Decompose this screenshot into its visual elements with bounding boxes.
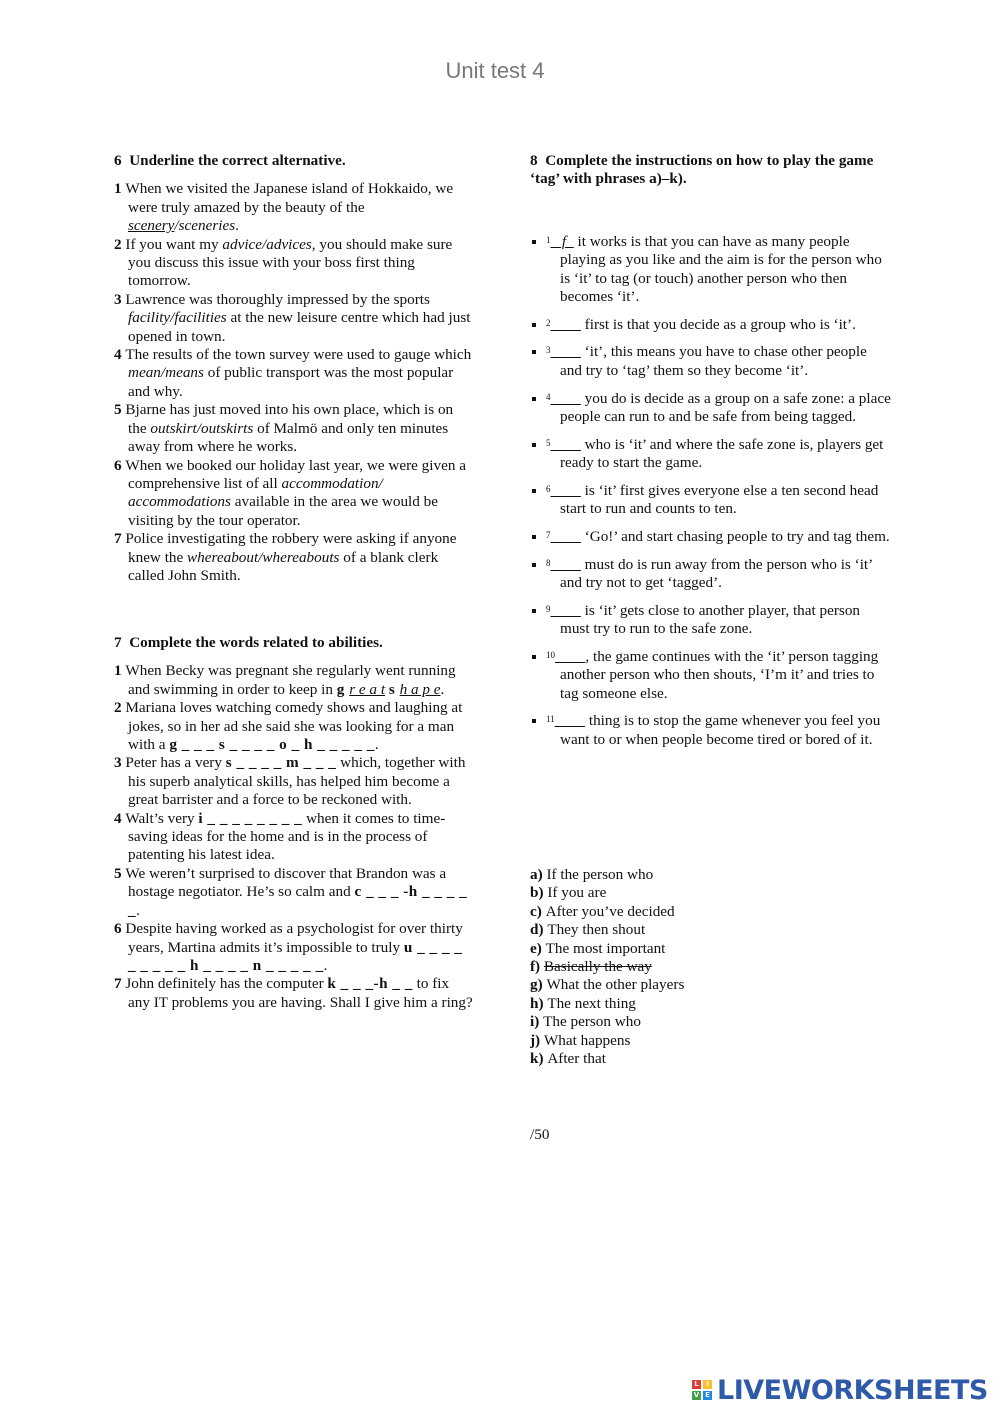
phrase-letter: j) xyxy=(530,1031,544,1049)
exercise-7-item: 7 John definitely has the computer k _ _ _-h _ _ to fix any IT problems you are having. Shall I give him a ring? xyxy=(114,975,473,1011)
phrase-option xyxy=(530,1032,892,1050)
phrase-letter: e) xyxy=(530,939,546,957)
gap-number: 3 xyxy=(546,345,551,356)
instruction-item: $^3$ ‘it’, this means you have to chase other people and try to ‘tag’ them so they become ‘it’. xyxy=(530,343,892,380)
phrase-option xyxy=(530,1050,892,1068)
phrase-text: If the person who xyxy=(546,866,654,883)
phrase-letter: i) xyxy=(530,1013,544,1031)
alternative-separator: / xyxy=(174,217,179,235)
answer-gap[interactable] xyxy=(555,712,585,729)
total-score: /50 xyxy=(530,1126,550,1143)
alternative-option[interactable]: sceneries xyxy=(178,217,236,235)
phrase-letter: b) xyxy=(530,884,548,902)
logo-square: L xyxy=(692,1380,701,1389)
gap-number: 11 xyxy=(546,714,555,725)
phrase-letter: d) xyxy=(530,921,548,939)
item-number: 7 xyxy=(114,975,126,993)
word-blank[interactable]: k _ _ _-h _ _ xyxy=(327,975,413,993)
exercise-7-item: 6 Despite having worked as a psychologist for over thirty years, Martina admits it’s impossible to truly u _ _ _ _ _ _ _ _ _ h _ _ _ _ n _ _ _ _ _. xyxy=(114,920,463,974)
answer-gap[interactable]: f xyxy=(550,232,574,250)
answer-gap[interactable] xyxy=(551,390,581,407)
item-number: 1 xyxy=(114,180,126,198)
section-6-list xyxy=(114,180,474,585)
logo-square: I xyxy=(703,1380,712,1389)
item-number: 5 xyxy=(114,401,126,419)
phrase-text: After that xyxy=(547,1050,606,1068)
phrase-option xyxy=(530,866,892,884)
item-number: 6 xyxy=(114,920,126,938)
instruction-item: $^{10}$ , the game continues with the ‘it’ person tagging another person who then shouts, ‘I’m it’ and tries to tag someone else. xyxy=(530,648,892,703)
word-blank[interactable]: s _ _ _ _ m _ _ _ xyxy=(225,754,337,772)
item-number: 6 xyxy=(114,456,126,474)
phrase-text: The most important xyxy=(545,939,666,957)
item-number: 2 xyxy=(114,235,126,253)
answer-gap[interactable] xyxy=(551,528,581,545)
phrase-text: Basically the way xyxy=(543,958,652,976)
item-number: 5 xyxy=(114,864,126,882)
alternative-option[interactable]: scenery xyxy=(128,217,175,235)
phrase-text: The person who xyxy=(543,1013,641,1031)
phrase-letter: g) xyxy=(530,976,547,994)
word-blank-letter: s xyxy=(388,680,400,698)
instruction-item: $^6$ is ‘it’ first gives everyone else a ten second head start to run and counts to ten. xyxy=(530,482,892,519)
gap-number: 7 xyxy=(546,529,551,540)
word-blank[interactable]: c _ _ _ -h _ _ _ _ _ xyxy=(128,883,468,919)
instruction-item: $^9$ is ‘it’ gets close to another player, that person must try to run to the safe zone. xyxy=(530,602,892,639)
phrase-option xyxy=(530,995,892,1013)
gap-number: 4 xyxy=(546,391,551,402)
phrase-option xyxy=(530,958,892,976)
item-number: 4 xyxy=(114,346,126,364)
logo-mark-icon xyxy=(692,1380,712,1400)
exercise-7-item: 1 When Becky was pregnant she regularly went running and swimming in order to keep in g r e a t s h a p e. xyxy=(114,662,456,698)
exercise-6-item: 2 If you want my advice/advices, you should make sure you discuss this issue with your boss first thing tomorrow. xyxy=(114,235,453,290)
answer-gap[interactable] xyxy=(551,602,581,619)
exercise-7-item: 2 Mariana loves watching comedy shows and laughing at jokes, so in her ad she said she was looking for a man with a g _ _ _ s _ _ _ _ o _ h _ _ _ _ _. xyxy=(114,699,463,754)
phrase-text: If you are xyxy=(547,884,607,902)
section-6-heading: 6 Underline the correct alternative. xyxy=(114,152,346,169)
answer-gap[interactable] xyxy=(551,316,581,333)
exercise-6-item: 1 When we visited the Japanese island of Hokkaido, we were truly amazed by the beauty of the scenery/sceneries. xyxy=(114,180,454,235)
phrase-text: What the other players xyxy=(546,976,685,994)
phrase-text: The next thing xyxy=(547,994,636,1012)
alternative-options[interactable]: facility/facilities xyxy=(128,309,227,327)
section-8-list xyxy=(530,233,892,749)
instruction-item: $^{11}$ thing is to stop the game whenever you feel you want to or when people become tired or bored of it. xyxy=(530,712,892,749)
phrase-option xyxy=(530,940,892,958)
instruction-item: $^2$ first is that you decide as a group who is ‘it’. xyxy=(530,316,892,334)
answer-gap[interactable] xyxy=(551,343,581,360)
alternative-options[interactable]: outskirt/outskirts xyxy=(150,419,254,437)
logo-square: E xyxy=(703,1391,712,1400)
answer-gap[interactable] xyxy=(551,482,581,499)
section-7-heading: 7 Complete the words related to abilities. xyxy=(114,634,383,651)
phrase-list xyxy=(530,866,892,1068)
phrase-text: What happens xyxy=(543,1031,631,1049)
instruction-item: $^4$ you do is decide as a group on a safe zone: a place people can run to and be safe from being tagged. xyxy=(530,390,892,427)
answer-gap[interactable] xyxy=(551,436,581,453)
section-8 xyxy=(530,152,892,758)
word-blank-letter: g xyxy=(336,680,350,698)
logo-text: LIVEWORKSHEETS xyxy=(717,1374,988,1406)
phrase-letter: c) xyxy=(530,902,546,920)
exercise-6-item: 7 Police investigating the robbery were asking if anyone knew the whereabout/whereabouts of a blank clerk called John Smith. xyxy=(114,530,457,584)
instruction-item: $^1$ f it works is that you can have as many people playing as you like and the aim is for the person who is ‘it’ to tag (or touch) another person who then becomes ‘it’. xyxy=(530,233,892,307)
phrase-option xyxy=(530,903,892,921)
phrase-option xyxy=(530,1013,892,1031)
item-number: 1 xyxy=(114,662,126,680)
phrase-letter: a) xyxy=(530,866,547,883)
alternative-options[interactable]: advice/advices xyxy=(222,235,312,253)
word-answer[interactable]: r e a t xyxy=(349,680,386,698)
exercise-7-item: 3 Peter has a very s _ _ _ _ m _ _ _ which, together with his superb analytical skills, has helped him become a great barrister and a force to be reckoned with. xyxy=(114,754,466,809)
gap-number: 5 xyxy=(546,437,551,448)
exercise-6-item: 5 Bjarne has just moved into his own place, which is on the outskirt/outskirts of Malmö and only ten minutes away from where he works. xyxy=(114,401,454,456)
item-number: 7 xyxy=(114,530,126,548)
gap-number: 6 xyxy=(546,483,551,494)
alternative-options[interactable]: whereabout/whereabouts xyxy=(187,548,340,566)
alternative-options[interactable]: accommodation/ accommodations xyxy=(128,474,383,511)
section-7-list xyxy=(114,662,474,1012)
exercise-6-item: 3 Lawrence was thoroughly impressed by the sports facility/facilities at the new leisure centre which had just opened in town. xyxy=(114,290,471,345)
word-blank[interactable]: u _ _ _ _ _ _ _ _ _ h _ _ _ _ n _ _ _ _ _ xyxy=(128,938,463,974)
phrase-option xyxy=(530,976,892,994)
exercise-7-item: 4 Walt’s very i _ _ _ _ _ _ _ _ when it comes to time-saving ideas for the home and is in the process of patenting his latest idea. xyxy=(114,809,446,864)
word-blank[interactable]: g _ _ _ s _ _ _ _ o _ h _ _ _ _ _ xyxy=(169,736,375,754)
gap-number: 8 xyxy=(546,557,551,568)
instruction-item: $^7$ ‘Go!’ and start chasing people to try and tag them. xyxy=(530,528,892,546)
item-number: 3 xyxy=(114,290,126,308)
answer-gap[interactable] xyxy=(555,648,585,665)
gap-number: 9 xyxy=(546,603,551,614)
phrase-letter: f) xyxy=(530,958,544,976)
phrase-letter: h) xyxy=(530,994,548,1012)
section-7 xyxy=(114,634,474,1012)
phrase-text: After you’ve decided xyxy=(545,902,675,920)
answer-gap[interactable] xyxy=(551,556,581,573)
phrase-option xyxy=(530,884,892,902)
phrase-letter: k) xyxy=(530,1050,548,1068)
exercise-7-item: 5 We weren’t surprised to discover that Brandon was a hostage negotiator. He’s so calm and c _ _ _ -h _ _ _ _ _. xyxy=(114,864,468,919)
word-blank[interactable]: i _ _ _ _ _ _ _ _ xyxy=(198,809,303,827)
instruction-item: $^8$ must do is run away from the person who is ‘it’ and try not to get ‘tagged’. xyxy=(530,556,892,593)
gap-number: 1 xyxy=(546,234,551,245)
word-answer[interactable]: h a p e xyxy=(399,680,441,698)
gap-number: 2 xyxy=(546,317,551,328)
item-number: 3 xyxy=(114,754,126,772)
exercise-6-item: 6 When we booked our holiday last year, we were given a comprehensive list of all accommodation/ accommodations available in the area we would be visiting by the tour operator. xyxy=(114,456,466,529)
logo-square: V xyxy=(693,1391,700,1399)
phrase-text: They then shout xyxy=(547,921,646,939)
alternative-options[interactable]: mean/means xyxy=(128,364,204,382)
instruction-item: $^5$ who is ‘it’ and where the safe zone is, players get ready to start the game. xyxy=(530,436,892,473)
liveworksheets-logo xyxy=(692,1374,988,1406)
page-title: Unit test 4 xyxy=(445,58,545,83)
section-6 xyxy=(114,152,474,585)
item-number: 4 xyxy=(114,809,126,827)
exercise-6-item: 4 The results of the town survey were used to gauge which mean/means of public transport was the most popular and why. xyxy=(114,346,472,400)
phrase-option xyxy=(530,921,892,939)
gap-number: 10 xyxy=(546,649,555,660)
item-number: 2 xyxy=(114,699,126,717)
section-8-heading: 8 Complete the instructions on how to play the game ‘tag’ with phrases a)–k). xyxy=(530,152,874,188)
